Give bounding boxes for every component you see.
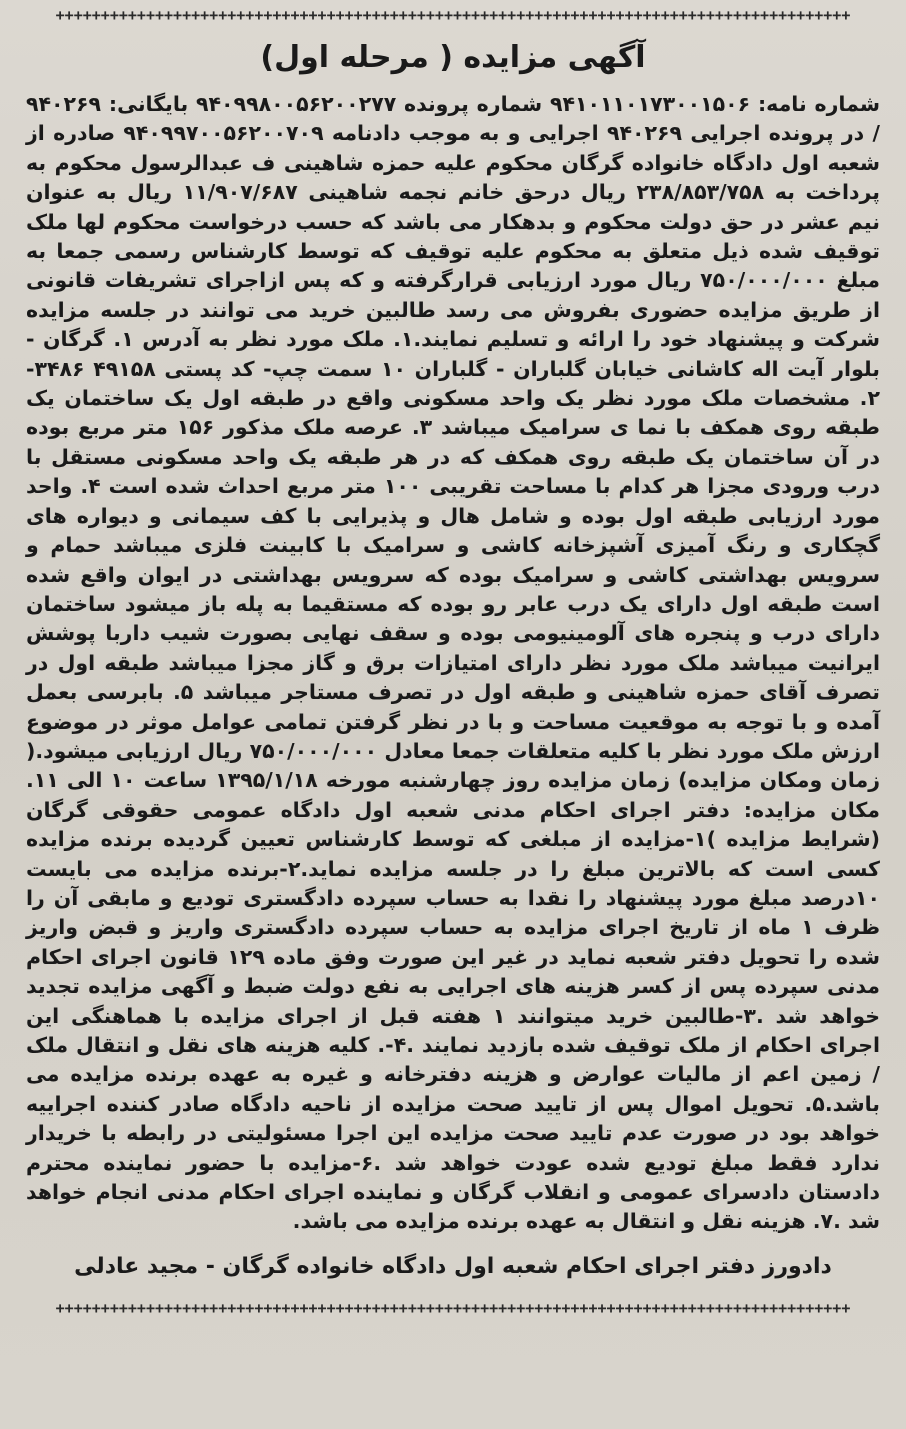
notice-title: آگهی مزایده ( مرحله اول) xyxy=(260,40,646,75)
auction-notice xyxy=(22,36,884,1283)
top-border-rule: ++++++++++++++++++++++++++++++++++++++++++++++++++++++++++++++++++++++++++++++++++++++++ xyxy=(55,6,851,24)
notice-signature: دادورز دفتر اجرای احکام شعبه اول دادگاه خانواده گرگان - مجید عادلی xyxy=(74,1253,832,1279)
notice-body: شماره نامه: ۹۴۱۰۱۱۰۱۷۳۰۰۱۵۰۶ شماره پرونده ۹۴۰۹۹۸۰۰۵۶۲۰۰۲۷۷ بایگانی: ۹۴۰۲۶۹ / در پرونده اجرایی ۹۴۰۲۶۹ اجرایی و به موجب دادنامه ۹۴۰۹۹۷۰۰۵۶۲۰۰۷۰۹ صادره از شعبه اول دادگاه خانواده گرگان محکوم علیه حمزه شاهینی ف عبدالرسول محکوم به پرداخت به ۲۳۸/۸۵۳/۷۵۸ ریال درحق خانم نجمه شاهینی ۱۱/۹۰۷/۶۸۷ ریال به عنوان نیم عشر در حق دولت محکوم و بدهکار می باشد که حسب درخواست محکوم لها ملک توقیف شده ذیل متعلق به محکوم علیه توقیف که توسط کارشناس رسمی جمعا به مبلغ ۷۵۰/۰۰۰/۰۰۰ ریال مورد ارزیابی قرارگرفته و که پس ازاجرای تشریفات قانونی از طریق مزایده حضوری بفروش می رسد طالبین خرید می توانند در جلسه مزایده شرکت و پیشنهاد خود را ارائه و تسلیم نمایند.۱. ملک مورد نظر به آدرس ۱. گرگان - بلوار آیت اله کاشانی خیابان گلباران - گلباران ۱۰ سمت چپ- کد پستی ۴۹۱۵۸ ۳۴۸۶- ۲. مشخصات ملک مورد نظر یک واحد مسکونی واقع در طبقه اول یک ساختمان یک طبقه روی همکف با نما ی سرامیک میباشد ۳. عرصه ملک مذکور ۱۵۶ متر مربع بوده در آن ساختمان یک طبقه روی همکف که در هر طبقه یک واحد مسکونی مستقل با درب ورودی مجزا هر کدام با مساحت تقریبی ۱۰۰ متر مربع احداث شده است ۴. واحد مورد ارزیابی طبقه اول بوده و شامل هال و پذیرایی با کف سیمانی و دیواره های گچکاری و رنگ آمیزی آشپزخانه کاشی و سرامیک با کابینت فلزی میباشد حمام و سرویس بهداشتی کاشی و سرامیک بوده که سرویس بهداشتی در ایوان واقع شده است طبقه اول دارای یک درب عابر رو بوده که مستقیما به پله باز میشود ساختمان دارای درب و پنجره های آلومینیومی بوده و سقف نهایی بصورت شیب داربا پوشش ایرانیت میباشد ملک مورد نظر دارای امتیازات برق و گاز مجزا میباشد طبقه اول در تصرف آقای حمزه شاهینی و طبقه اول در تصرف مستاجر میباشد ۵. بابرسی بعمل آمده و با توجه به موقعیت مساحت و با در نظر گرفتن تمامی عوامل موثر در موضوع ارزش ملک مورد نظر با کلیه متعلقات جمعا معادل ۷۵۰/۰۰۰/۰۰۰ ریال ارزیابی میشود.( زمان ومکان مزایده) زمان مزایده روز چهارشنبه مورخه ۱۳۹۵/۱/۱۸ ساعت ۱۰ الی ۱۱. مکان مزایده: دفتر اجرای احکام مدنی شعبه اول دادگاه عمومی حقوقی گرگان (شرایط مزایده )۱-مزایده از مبلغی که توسط کارشناس تعیین گردیده برنده مزایده کسی است که بالاترین مبلغ را در جلسه مزایده نماید.۲-برنده مزایده می بایست ۱۰درصد مبلغ مورد پیشنهاد را نقدا به حساب سپرده دادگستری تودیع و مابقی آن را ظرف ۱ ماه از تاریخ اجرای مزایده به حساب سپرده دادگستری واریز و قبض واریز شده را تحویل دفتر شعبه نماید در غیر این صورت وفق ماده ۱۲۹ قانون اجرای احکام مدنی سپرده پس از کسر هزینه های اجرایی به نفع دولت ضبط و آگهی مزایده تجدید خواهد شد .۳-طالبین خرید میتوانند ۱ هفته قبل از اجرای مزایده با هماهنگی این اجرای احکام از ملک توقیف شده بازدید نمایند .۴-. کلیه هزینه های نقل و انتقال ملک / زمین اعم از مالیات عوارض و هزینه دفترخانه و غیره به عهده برنده مزایده می باشد.۵. تحویل اموال پس از تایید صحت مزایده از ناحیه دادگاه صادر کننده اجراییه خواهد بود در صورت عدم تایید صحت مزایده این اجرا مسئولیتی در رابطه با خریدار ندارد فقط مبلغ تودیع شده عودت خواهد شد .۶-مزایده با حضور نماینده محترم دادستان دادسرای عمومی و انقلاب گرگان و نماینده اجرای احکام مدنی انجام خواهد شد .۷. هزینه نقل و انتقال به عهده برنده مزایده می باشد. xyxy=(26,92,881,1234)
bottom-border-rule: ++++++++++++++++++++++++++++++++++++++++++++++++++++++++++++++++++++++++++++++++++++++++ xyxy=(55,1298,851,1317)
